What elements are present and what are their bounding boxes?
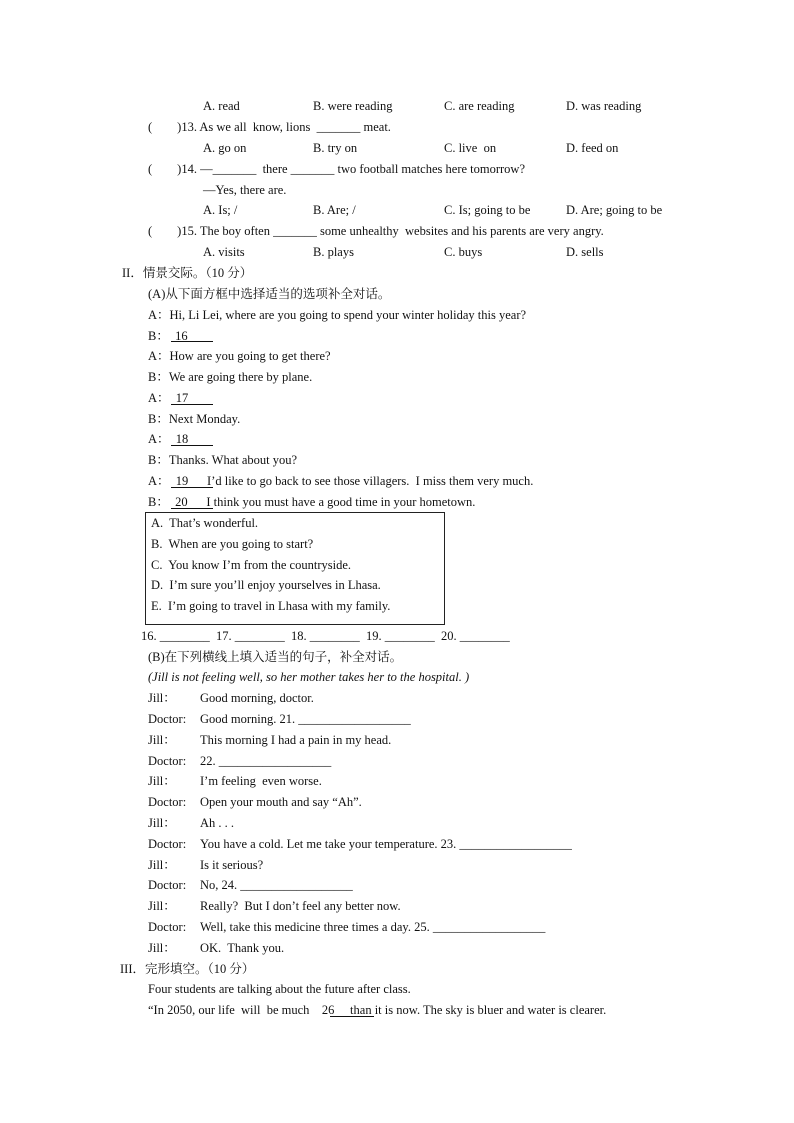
- blank-26-underline: [330, 1016, 374, 1017]
- dialogue-a-line: A： 17: [148, 391, 198, 405]
- speaker: Jill：: [148, 899, 176, 913]
- speaker: Doctor:: [148, 754, 187, 768]
- q12-option-b: B. were reading: [313, 99, 393, 113]
- dialogue-b-line: Open your mouth and say “Ah”.: [200, 795, 362, 809]
- blank-20-underline: [171, 508, 213, 509]
- dialogue-a-line: B：Thanks. What about you?: [148, 453, 298, 467]
- dialogue-b-line: Really? But I don’t feel any better now.: [200, 899, 401, 913]
- q13-option-d: D. feed on: [566, 141, 619, 155]
- speaker: Jill：: [148, 691, 176, 705]
- q15-option-b: B. plays: [313, 245, 354, 259]
- dialogue-a-line: A： 18: [148, 432, 198, 446]
- section-3-heading: III．完形填空。（10 分）: [120, 962, 255, 976]
- q14-option-c: C. Is; going to be: [444, 203, 531, 217]
- dialogue-a-line: A： 19 I’d like to go back to see those villagers. I miss them very much.: [148, 474, 534, 488]
- dialogue-a-line: B： 20 I think you must have a good time in your hometown.: [148, 495, 476, 509]
- q13-option-a: A. go on: [203, 141, 247, 155]
- q14-option-b: B. Are; /: [313, 203, 356, 217]
- dialogue-a-line: B：Next Monday.: [148, 412, 241, 426]
- speaker: Doctor:: [148, 920, 187, 934]
- q15-option-c: C. buys: [444, 245, 483, 259]
- dialogue-b-line: You have a cold. Let me take your temperature. 23. __________________: [200, 837, 572, 851]
- cloze-first-line: “In 2050, our life will be much 26 than it is now. The sky is bluer and water is clearer.: [148, 1003, 607, 1017]
- blank-18-underline: [171, 445, 213, 446]
- q15-option-a: A. visits: [203, 245, 245, 259]
- speaker: Doctor:: [148, 837, 187, 851]
- dialogue-b-line: Is it serious?: [200, 858, 264, 872]
- dialogue-a-line: B： 16: [148, 329, 197, 343]
- dialogue-b-line: This morning I had a pain in my head.: [200, 733, 392, 747]
- dialogue-a-line: A：How are you going to get there?: [148, 349, 331, 363]
- q12-option-a: A. read: [203, 99, 240, 113]
- q13-stem: ( )13. As we all know, lions _______ meat.: [148, 120, 391, 134]
- speaker: Jill：: [148, 941, 176, 955]
- blank-17-underline: [171, 404, 213, 405]
- q13-option-c: C. live on: [444, 141, 497, 155]
- q14-option-a: A. Is; /: [203, 203, 238, 217]
- q14-stem: ( )14. —_______ there _______ two football matches here tomorrow?: [148, 162, 525, 176]
- dialogue-a-line: A：Hi, Li Lei, where are you going to spend your winter holiday this year?: [148, 308, 527, 322]
- box-option-e: E. I’m going to travel in Lhasa with my family.: [151, 599, 391, 613]
- speaker: Jill：: [148, 774, 176, 788]
- part-b-context: (Jill is not feeling well, so her mother takes her to the hospital. ): [148, 670, 470, 684]
- box-option-a: A. That’s wonderful.: [151, 516, 259, 530]
- speaker: Doctor:: [148, 795, 187, 809]
- q15-option-d: D. sells: [566, 245, 604, 259]
- dialogue-b-line: Well, take this medicine three times a day. 25. __________________: [200, 920, 546, 934]
- dialogue-b-line: OK. Thank you.: [200, 941, 285, 955]
- speaker: Doctor:: [148, 878, 187, 892]
- dialogue-b-line: Ah . . .: [200, 816, 235, 830]
- blank-19-underline: [171, 487, 213, 488]
- blank-16-underline: [171, 341, 213, 342]
- dialogue-b-line: No, 24. __________________: [200, 878, 353, 892]
- speaker: Doctor:: [148, 712, 187, 726]
- q15-stem: ( )15. The boy often _______ some unhealthy websites and his parents are very angry.: [148, 224, 604, 238]
- box-option-c: C. You know I’m from the countryside.: [151, 558, 351, 572]
- q13-option-b: B. try on: [313, 141, 358, 155]
- dialogue-b-line: 22. __________________: [200, 754, 332, 768]
- speaker: Jill：: [148, 733, 176, 747]
- box-option-d: D. I’m sure you’ll enjoy yourselves in Lhasa.: [151, 578, 381, 592]
- q14-option-d: D. Are; going to be: [566, 203, 663, 217]
- part-b-instruction: (B)在下列横线上填入适当的句子，补全对话。: [148, 650, 403, 664]
- q14-reply: —Yes, there are.: [203, 183, 287, 197]
- dialogue-a-line: B：We are going there by plane.: [148, 370, 313, 384]
- q12-option-c: C. are reading: [444, 99, 515, 113]
- part-a-instruction: (A)从下面方框中选择适当的选项补全对话。: [148, 287, 391, 301]
- dialogue-b-line: Good morning. 21. __________________: [200, 712, 411, 726]
- speaker: Jill：: [148, 858, 176, 872]
- section-2-heading: II．情景交际。（10 分）: [122, 266, 253, 280]
- answer-line-16-20: 16. ________ 17. ________ 18. ________ 19. ________ 20. ________: [141, 629, 510, 643]
- dialogue-b-line: Good morning, doctor.: [200, 691, 314, 705]
- q12-option-d: D. was reading: [566, 99, 642, 113]
- cloze-intro: Four students are talking about the future after class.: [148, 982, 411, 996]
- dialogue-b-line: I’m feeling even worse.: [200, 774, 322, 788]
- speaker: Jill：: [148, 816, 176, 830]
- box-option-b: B. When are you going to start?: [151, 537, 314, 551]
